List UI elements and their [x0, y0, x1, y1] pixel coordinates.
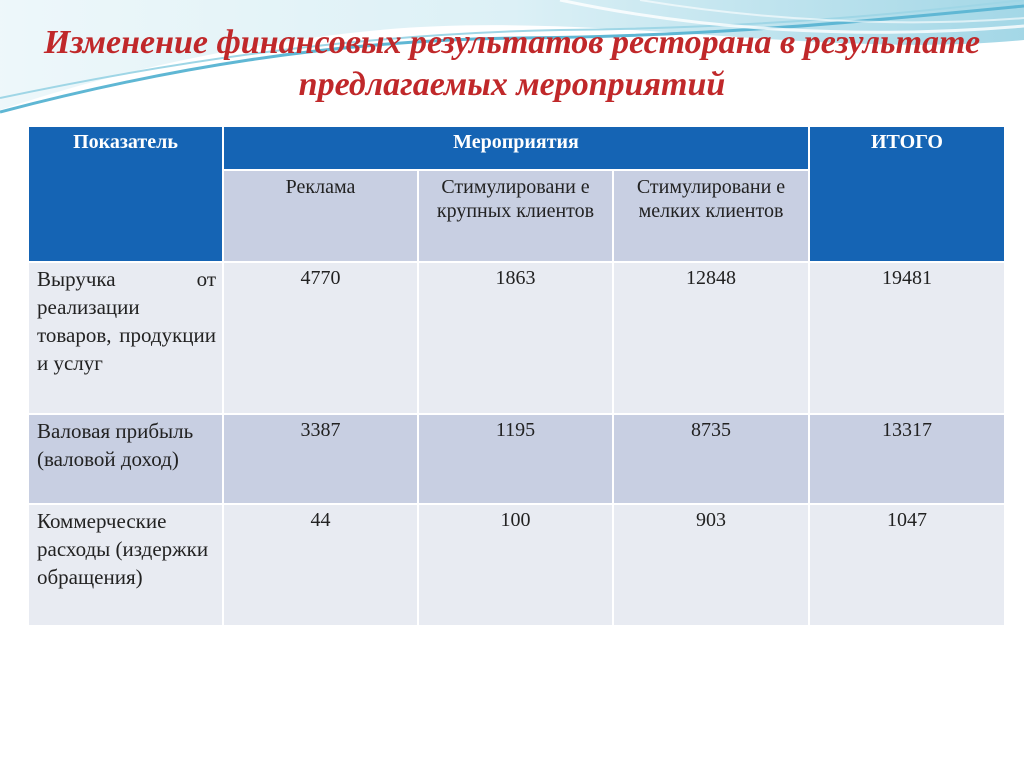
cell-small-clients: 903 [613, 504, 809, 626]
slide-title: Изменение финансовых результатов ресторана в результате предлагаемых мероприятий [43, 24, 981, 103]
row-label-commercial-expenses: Коммерческие расходы (издержки обращения) [28, 504, 223, 626]
row-label-gross-profit: Валовая прибыль (валовой доход) [28, 414, 223, 504]
cell-small-clients: 8735 [613, 414, 809, 504]
subheader-advertising: Реклама [223, 170, 418, 262]
cell-total: 1047 [809, 504, 1005, 626]
financial-results-table [27, 125, 1006, 627]
cell-total: 19481 [809, 262, 1005, 414]
cell-advertising: 3387 [223, 414, 418, 504]
header-indicator: Показатель [28, 126, 223, 262]
header-total: ИТОГО [809, 126, 1005, 262]
cell-advertising: 4770 [223, 262, 418, 414]
cell-total: 13317 [809, 414, 1005, 504]
cell-small-clients: 12848 [613, 262, 809, 414]
row-label-revenue: Выручка от реализации товаров, продукции и услуг [28, 262, 223, 414]
subheader-small-clients: Стимулировани е мелких клиентов [613, 170, 809, 262]
cell-large-clients: 100 [418, 504, 613, 626]
table-row [28, 504, 1005, 626]
cell-advertising: 44 [223, 504, 418, 626]
cell-large-clients: 1863 [418, 262, 613, 414]
header-measures: Мероприятия [223, 126, 809, 170]
table-row [28, 262, 1005, 414]
subheader-large-clients: Стимулировани е крупных клиентов [418, 170, 613, 262]
cell-large-clients: 1195 [418, 414, 613, 504]
table-row [28, 414, 1005, 504]
